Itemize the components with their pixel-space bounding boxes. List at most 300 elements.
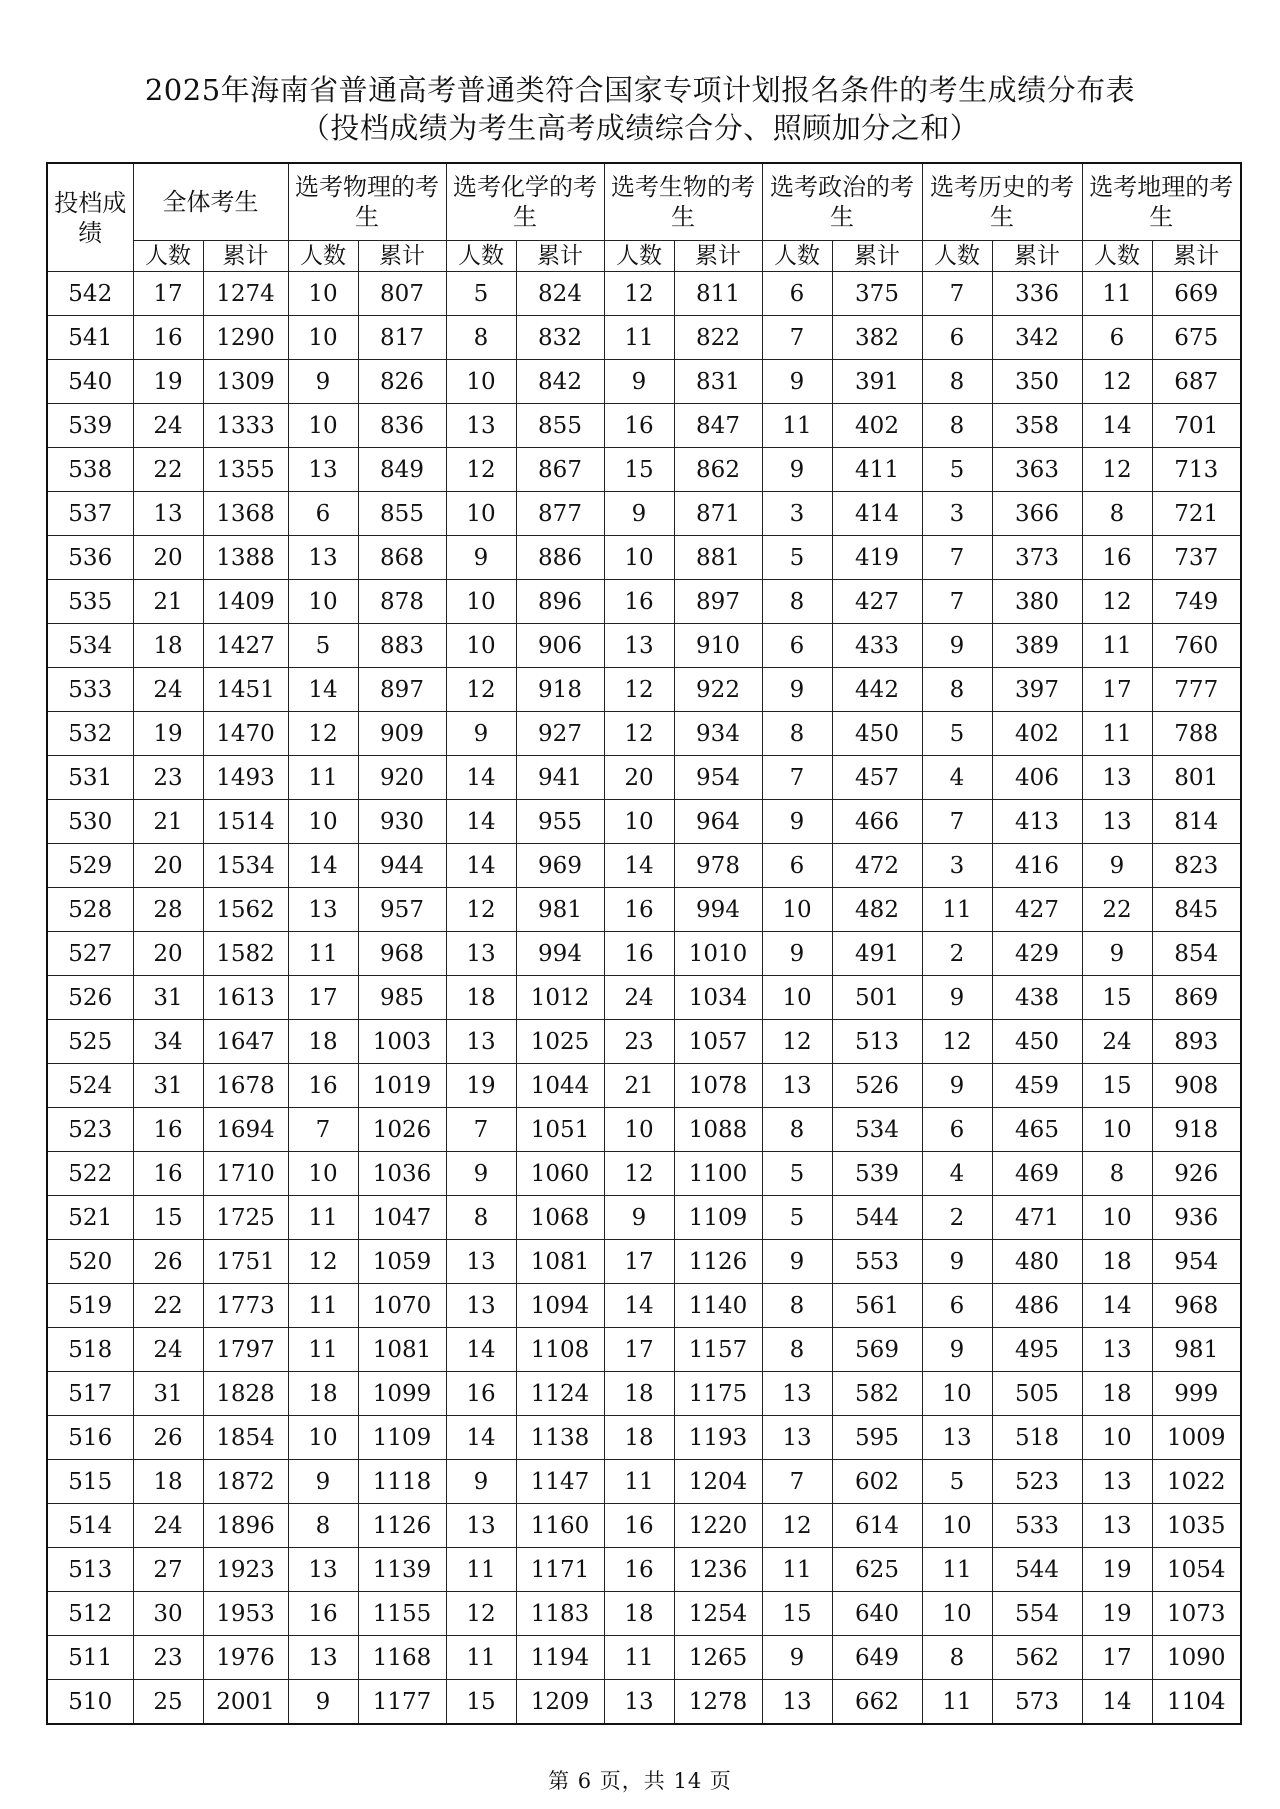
cell-politics-cumulative: 491 [832,932,922,976]
cell-geography-count: 19 [1082,1592,1152,1636]
cell-biology-count: 21 [604,1064,674,1108]
cell-physics-count: 18 [288,1372,358,1416]
cell-biology-count: 16 [604,1504,674,1548]
cell-geography-count: 18 [1082,1372,1152,1416]
cell-chemistry-count: 16 [446,1372,516,1416]
cell-chemistry-cumulative: 842 [516,360,604,404]
cell-biology-count: 10 [604,536,674,580]
cell-biology-cumulative: 922 [674,668,762,712]
cell-politics-count: 13 [762,1680,832,1725]
cell-score: 521 [47,1196,133,1240]
cell-geography-count: 15 [1082,1064,1152,1108]
cell-geography-cumulative: 669 [1152,272,1241,316]
cell-all-count: 17 [133,272,203,316]
cell-politics-cumulative: 534 [832,1108,922,1152]
cell-politics-cumulative: 427 [832,580,922,624]
cell-physics-count: 13 [288,536,358,580]
cell-geography-count: 9 [1082,932,1152,976]
cell-history-count: 11 [922,888,992,932]
cell-chemistry-cumulative: 941 [516,756,604,800]
header-group-row [47,163,1241,241]
cell-chemistry-count: 8 [446,316,516,360]
table-row [47,1636,1241,1680]
cell-all-count: 23 [133,756,203,800]
cell-politics-cumulative: 649 [832,1636,922,1680]
cell-physics-cumulative: 1047 [358,1196,446,1240]
cell-physics-cumulative: 1019 [358,1064,446,1108]
cell-geography-count: 17 [1082,668,1152,712]
cell-all-count: 24 [133,668,203,712]
cell-history-cumulative: 373 [992,536,1082,580]
cell-chemistry-cumulative: 896 [516,580,604,624]
cell-politics-cumulative: 419 [832,536,922,580]
cell-politics-count: 8 [762,1284,832,1328]
cell-chemistry-cumulative: 994 [516,932,604,976]
cell-biology-count: 10 [604,1108,674,1152]
cell-chemistry-count: 13 [446,932,516,976]
cell-politics-count: 6 [762,272,832,316]
group-header-physics: 选考物理的考生 [288,163,446,241]
cell-all-count: 28 [133,888,203,932]
cell-geography-cumulative: 1104 [1152,1680,1241,1725]
cell-all-cumulative: 1896 [203,1504,288,1548]
cell-history-count: 5 [922,448,992,492]
cell-chemistry-cumulative: 981 [516,888,604,932]
cell-geography-count: 11 [1082,272,1152,316]
cell-all-count: 18 [133,1460,203,1504]
cell-score: 534 [47,624,133,668]
cell-score: 540 [47,360,133,404]
table-row [47,1108,1241,1152]
cell-biology-cumulative: 954 [674,756,762,800]
cell-chemistry-cumulative: 1194 [516,1636,604,1680]
cell-physics-count: 10 [288,580,358,624]
cell-biology-cumulative: 822 [674,316,762,360]
sub-header-count: 人数 [604,241,674,272]
cell-geography-cumulative: 749 [1152,580,1241,624]
cell-chemistry-count: 12 [446,888,516,932]
cell-politics-count: 6 [762,844,832,888]
cell-chemistry-count: 13 [446,1504,516,1548]
cell-politics-count: 9 [762,448,832,492]
cell-politics-count: 8 [762,1328,832,1372]
cell-history-count: 5 [922,712,992,756]
table-row [47,1196,1241,1240]
cell-geography-cumulative: 845 [1152,888,1241,932]
cell-physics-count: 10 [288,404,358,448]
cell-history-cumulative: 469 [992,1152,1082,1196]
cell-all-count: 22 [133,1284,203,1328]
cell-chemistry-cumulative: 1124 [516,1372,604,1416]
cell-politics-cumulative: 553 [832,1240,922,1284]
cell-history-count: 13 [922,1416,992,1460]
cell-chemistry-count: 10 [446,360,516,404]
cell-politics-count: 10 [762,976,832,1020]
cell-chemistry-count: 9 [446,1152,516,1196]
cell-chemistry-cumulative: 886 [516,536,604,580]
cell-physics-cumulative: 1099 [358,1372,446,1416]
cell-biology-cumulative: 1140 [674,1284,762,1328]
cell-geography-cumulative: 1009 [1152,1416,1241,1460]
cell-biology-cumulative: 1278 [674,1680,762,1725]
cell-history-cumulative: 363 [992,448,1082,492]
cell-biology-cumulative: 1034 [674,976,762,1020]
table-row [47,492,1241,536]
cell-history-cumulative: 450 [992,1020,1082,1064]
cell-all-cumulative: 1290 [203,316,288,360]
cell-all-cumulative: 1493 [203,756,288,800]
cell-all-cumulative: 1451 [203,668,288,712]
cell-politics-cumulative: 539 [832,1152,922,1196]
cell-politics-count: 6 [762,624,832,668]
cell-geography-cumulative: 954 [1152,1240,1241,1284]
cell-biology-cumulative: 1057 [674,1020,762,1064]
cell-biology-count: 18 [604,1592,674,1636]
cell-politics-count: 7 [762,1460,832,1504]
cell-physics-cumulative: 817 [358,316,446,360]
cell-chemistry-count: 12 [446,448,516,492]
cell-chemistry-count: 14 [446,844,516,888]
cell-physics-count: 14 [288,844,358,888]
table-row [47,756,1241,800]
cell-politics-count: 9 [762,800,832,844]
cell-history-count: 6 [922,1284,992,1328]
cell-geography-count: 9 [1082,844,1152,888]
cell-chemistry-cumulative: 1081 [516,1240,604,1284]
cell-politics-cumulative: 595 [832,1416,922,1460]
cell-biology-count: 16 [604,404,674,448]
cell-all-count: 26 [133,1416,203,1460]
cell-biology-count: 18 [604,1372,674,1416]
cell-all-count: 16 [133,316,203,360]
table-row [47,1460,1241,1504]
cell-physics-cumulative: 985 [358,976,446,1020]
cell-physics-count: 9 [288,1680,358,1725]
cell-chemistry-cumulative: 877 [516,492,604,536]
cell-all-cumulative: 1725 [203,1196,288,1240]
cell-politics-count: 7 [762,316,832,360]
cell-physics-cumulative: 855 [358,492,446,536]
cell-all-count: 20 [133,844,203,888]
cell-chemistry-cumulative: 1060 [516,1152,604,1196]
cell-chemistry-count: 12 [446,668,516,712]
cell-all-cumulative: 1953 [203,1592,288,1636]
cell-history-cumulative: 342 [992,316,1082,360]
cell-history-count: 3 [922,844,992,888]
page-footer: 第 6 页，共 14 页 [548,1769,732,1793]
cell-all-cumulative: 1828 [203,1372,288,1416]
cell-geography-cumulative: 801 [1152,756,1241,800]
cell-biology-count: 16 [604,1548,674,1592]
cell-all-count: 19 [133,712,203,756]
cell-biology-count: 20 [604,756,674,800]
cell-biology-count: 17 [604,1240,674,1284]
cell-score: 530 [47,800,133,844]
cell-history-cumulative: 358 [992,404,1082,448]
cell-politics-cumulative: 501 [832,976,922,1020]
cell-history-count: 7 [922,800,992,844]
cell-chemistry-count: 5 [446,272,516,316]
table-row [47,1592,1241,1636]
cell-history-cumulative: 413 [992,800,1082,844]
cell-geography-count: 12 [1082,448,1152,492]
score-column-header: 投档成绩 [47,163,133,272]
table-row [47,1372,1241,1416]
cell-physics-cumulative: 836 [358,404,446,448]
cell-score: 526 [47,976,133,1020]
cell-physics-cumulative: 909 [358,712,446,756]
cell-all-count: 20 [133,536,203,580]
cell-physics-count: 10 [288,800,358,844]
cell-geography-count: 8 [1082,492,1152,536]
cell-chemistry-cumulative: 832 [516,316,604,360]
cell-biology-cumulative: 1193 [674,1416,762,1460]
cell-politics-count: 7 [762,756,832,800]
cell-biology-count: 12 [604,712,674,756]
cell-physics-count: 14 [288,668,358,712]
table-row [47,624,1241,668]
cell-politics-cumulative: 640 [832,1592,922,1636]
cell-politics-count: 3 [762,492,832,536]
cell-physics-count: 16 [288,1592,358,1636]
cell-chemistry-cumulative: 1209 [516,1680,604,1725]
cell-history-cumulative: 402 [992,712,1082,756]
cell-biology-cumulative: 1175 [674,1372,762,1416]
cell-score: 523 [47,1108,133,1152]
cell-score: 518 [47,1328,133,1372]
table-row [47,580,1241,624]
cell-physics-cumulative: 1059 [358,1240,446,1284]
cell-chemistry-count: 14 [446,1416,516,1460]
cell-geography-count: 13 [1082,1328,1152,1372]
cell-history-count: 3 [922,492,992,536]
sub-header-count: 人数 [446,241,516,272]
cell-physics-cumulative: 897 [358,668,446,712]
cell-geography-cumulative: 908 [1152,1064,1241,1108]
cell-biology-count: 13 [604,624,674,668]
cell-physics-count: 10 [288,272,358,316]
cell-geography-cumulative: 918 [1152,1108,1241,1152]
cell-history-count: 10 [922,1504,992,1548]
table-row [47,1416,1241,1460]
cell-physics-count: 11 [288,932,358,976]
cell-politics-count: 9 [762,668,832,712]
cell-chemistry-cumulative: 955 [516,800,604,844]
cell-chemistry-count: 11 [446,1548,516,1592]
cell-all-cumulative: 1694 [203,1108,288,1152]
cell-geography-count: 24 [1082,1020,1152,1064]
group-header-politics: 选考政治的考生 [762,163,922,241]
cell-history-cumulative: 573 [992,1680,1082,1725]
cell-geography-count: 14 [1082,1680,1152,1725]
cell-history-count: 9 [922,976,992,1020]
cell-history-count: 7 [922,272,992,316]
cell-politics-cumulative: 472 [832,844,922,888]
cell-physics-cumulative: 944 [358,844,446,888]
cell-history-cumulative: 523 [992,1460,1082,1504]
cell-chemistry-count: 7 [446,1108,516,1152]
cell-biology-cumulative: 1109 [674,1196,762,1240]
cell-history-count: 11 [922,1680,992,1725]
cell-score: 524 [47,1064,133,1108]
cell-geography-cumulative: 999 [1152,1372,1241,1416]
cell-history-count: 8 [922,404,992,448]
cell-politics-cumulative: 457 [832,756,922,800]
table-row [47,800,1241,844]
cell-physics-cumulative: 1177 [358,1680,446,1725]
cell-history-cumulative: 429 [992,932,1082,976]
group-header-geography: 选考地理的考生 [1082,163,1241,241]
cell-politics-cumulative: 625 [832,1548,922,1592]
cell-biology-count: 16 [604,580,674,624]
table-row [47,360,1241,404]
cell-politics-count: 9 [762,932,832,976]
cell-geography-cumulative: 737 [1152,536,1241,580]
cell-biology-cumulative: 1265 [674,1636,762,1680]
cell-history-cumulative: 427 [992,888,1082,932]
cell-chemistry-cumulative: 1108 [516,1328,604,1372]
table-row [47,536,1241,580]
cell-chemistry-count: 9 [446,536,516,580]
cell-physics-cumulative: 920 [358,756,446,800]
cell-score: 537 [47,492,133,536]
cell-physics-count: 17 [288,976,358,1020]
cell-politics-count: 11 [762,1548,832,1592]
group-header-all: 全体考生 [133,163,288,241]
cell-all-count: 22 [133,448,203,492]
cell-chemistry-count: 10 [446,492,516,536]
cell-score: 529 [47,844,133,888]
cell-chemistry-cumulative: 906 [516,624,604,668]
cell-politics-cumulative: 561 [832,1284,922,1328]
cell-history-count: 4 [922,756,992,800]
cell-politics-count: 5 [762,536,832,580]
cell-history-cumulative: 389 [992,624,1082,668]
cell-geography-cumulative: 1035 [1152,1504,1241,1548]
cell-politics-count: 13 [762,1372,832,1416]
cell-chemistry-count: 14 [446,1328,516,1372]
cell-history-cumulative: 495 [992,1328,1082,1372]
cell-chemistry-count: 13 [446,404,516,448]
cell-all-cumulative: 1368 [203,492,288,536]
cell-geography-cumulative: 968 [1152,1284,1241,1328]
cell-all-cumulative: 1923 [203,1548,288,1592]
cell-all-cumulative: 1427 [203,624,288,668]
cell-physics-cumulative: 1126 [358,1504,446,1548]
sub-header-cumulative: 累计 [203,241,288,272]
cell-physics-count: 11 [288,1196,358,1240]
cell-chemistry-cumulative: 1068 [516,1196,604,1240]
cell-physics-count: 11 [288,1328,358,1372]
cell-biology-count: 14 [604,844,674,888]
cell-all-count: 21 [133,800,203,844]
cell-biology-cumulative: 1078 [674,1064,762,1108]
cell-politics-cumulative: 442 [832,668,922,712]
cell-biology-cumulative: 1010 [674,932,762,976]
cell-politics-cumulative: 569 [832,1328,922,1372]
cell-biology-cumulative: 1126 [674,1240,762,1284]
cell-physics-cumulative: 1155 [358,1592,446,1636]
cell-geography-count: 14 [1082,404,1152,448]
cell-all-cumulative: 1976 [203,1636,288,1680]
cell-physics-cumulative: 1168 [358,1636,446,1680]
sub-header-count: 人数 [288,241,358,272]
table-row [47,1680,1241,1725]
cell-score: 535 [47,580,133,624]
cell-score: 528 [47,888,133,932]
cell-geography-count: 12 [1082,360,1152,404]
cell-all-count: 27 [133,1548,203,1592]
cell-all-count: 16 [133,1152,203,1196]
table-row [47,1064,1241,1108]
cell-all-cumulative: 1274 [203,272,288,316]
cell-history-count: 2 [922,1196,992,1240]
cell-biology-count: 13 [604,1680,674,1725]
cell-physics-count: 8 [288,1504,358,1548]
cell-biology-count: 16 [604,888,674,932]
cell-geography-count: 13 [1082,1504,1152,1548]
cell-history-cumulative: 480 [992,1240,1082,1284]
group-header-history: 选考历史的考生 [922,163,1082,241]
cell-all-count: 31 [133,976,203,1020]
cell-history-cumulative: 406 [992,756,1082,800]
cell-chemistry-count: 8 [446,1196,516,1240]
cell-physics-count: 11 [288,1284,358,1328]
cell-biology-cumulative: 1088 [674,1108,762,1152]
cell-history-count: 12 [922,1020,992,1064]
cell-score: 510 [47,1680,133,1725]
cell-biology-count: 11 [604,316,674,360]
cell-history-cumulative: 336 [992,272,1082,316]
cell-biology-count: 9 [604,360,674,404]
cell-chemistry-cumulative: 1138 [516,1416,604,1460]
cell-history-cumulative: 459 [992,1064,1082,1108]
cell-physics-cumulative: 1139 [358,1548,446,1592]
cell-chemistry-count: 9 [446,1460,516,1504]
cell-biology-cumulative: 994 [674,888,762,932]
cell-biology-cumulative: 811 [674,272,762,316]
cell-politics-cumulative: 411 [832,448,922,492]
cell-score: 514 [47,1504,133,1548]
cell-all-count: 18 [133,624,203,668]
cell-all-cumulative: 1355 [203,448,288,492]
cell-all-count: 16 [133,1108,203,1152]
cell-biology-cumulative: 1157 [674,1328,762,1372]
cell-physics-cumulative: 807 [358,272,446,316]
cell-chemistry-count: 9 [446,712,516,756]
cell-geography-count: 10 [1082,1196,1152,1240]
cell-physics-count: 13 [288,888,358,932]
cell-chemistry-count: 10 [446,580,516,624]
cell-biology-cumulative: 881 [674,536,762,580]
cell-all-cumulative: 1470 [203,712,288,756]
cell-history-cumulative: 350 [992,360,1082,404]
page-title: 2025年海南省普通高考普通类符合国家专项计划报名条件的考生成绩分布表 [144,73,1136,107]
cell-biology-count: 12 [604,272,674,316]
cell-geography-cumulative: 721 [1152,492,1241,536]
cell-score: 538 [47,448,133,492]
cell-history-count: 2 [922,932,992,976]
cell-chemistry-cumulative: 927 [516,712,604,756]
table-row [47,668,1241,712]
cell-chemistry-cumulative: 1051 [516,1108,604,1152]
cell-all-count: 34 [133,1020,203,1064]
cell-geography-count: 13 [1082,800,1152,844]
cell-all-cumulative: 1333 [203,404,288,448]
cell-all-cumulative: 1773 [203,1284,288,1328]
cell-history-cumulative: 544 [992,1548,1082,1592]
table-row [47,1328,1241,1372]
